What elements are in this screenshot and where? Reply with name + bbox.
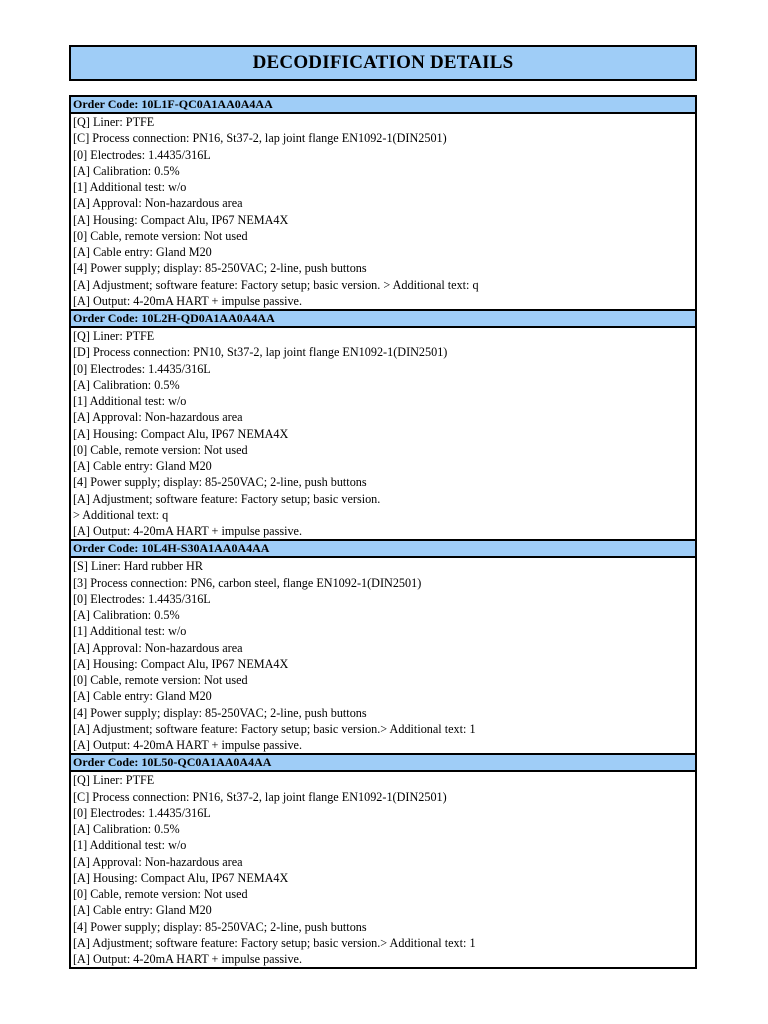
decodification-line: [Q] Liner: PTFE — [73, 773, 155, 788]
decodification-line: [A] Calibration: 0.5% — [73, 822, 180, 836]
decodification-line: [A] Housing: Compact Alu, IP67 NEMA4X — [73, 656, 289, 671]
decodification-line: [A] Adjustment; software feature: Factory setup; basic version.> Additional text: 1 — [73, 935, 476, 950]
decodification-line: [4] Power supply; display: 85-250VAC; 2-line, push buttons — [73, 705, 367, 720]
order-section — [69, 539, 697, 753]
decodification-line: [A] Calibration: 0.5% — [73, 608, 180, 622]
decodification-line: [A] Cable entry: Gland M20 — [73, 245, 212, 259]
decodification-line: [Q] Liner: PTFE — [73, 329, 155, 343]
decodification-line: [A] Output: 4-20mA HART + impulse passive. — [73, 293, 303, 308]
decodification-line: [0] Electrodes: 1.4435/316L — [73, 805, 211, 820]
decodification-line: [S] Liner: Hard rubber HR — [73, 559, 203, 574]
order-code-header: Order Code: 10L2H-QD0A1AA0A4AA — [71, 311, 695, 328]
decodification-line: [A] Adjustment; software feature: Factory setup; basic version. — [73, 491, 381, 506]
decodification-line: [A] Calibration: 0.5% — [73, 163, 180, 178]
decodification-line: [A] Output: 4-20mA HART + impulse passive. — [73, 952, 303, 966]
decodification-line: [A] Adjustment; software feature: Factory setup; basic version. > Additional text: q — [73, 277, 479, 292]
decodification-line: [0] Cable, remote version: Not used — [73, 228, 248, 243]
decodification-line: [3] Process connection: PN6, carbon steel, flange EN1092-1(DIN2501) — [73, 575, 422, 590]
decodification-lines — [71, 772, 695, 967]
decodification-line: [C] Process connection: PN16, St37-2, lap joint flange EN1092-1(DIN2501) — [73, 131, 447, 146]
order-section — [69, 753, 697, 969]
decodification-line: [1] Additional test: w/o — [73, 624, 187, 639]
decodification-line: [A] Cable entry: Gland M20 — [73, 903, 212, 918]
decodification-line: [C] Process connection: PN16, St37-2, lap joint flange EN1092-1(DIN2501) — [73, 789, 447, 804]
decodification-line: [4] Power supply; display: 85-250VAC; 2-line, push buttons — [73, 261, 367, 276]
decodification-line: [A] Output: 4-20mA HART + impulse passive. — [73, 524, 303, 538]
order-section — [69, 309, 697, 539]
decodification-line: [A] Housing: Compact Alu, IP67 NEMA4X — [73, 426, 289, 441]
decodification-line: [A] Approval: Non-hazardous area — [73, 196, 243, 211]
decodification-line: [D] Process connection: PN10, St37-2, lap joint flange EN1092-1(DIN2501) — [73, 345, 448, 360]
decodification-line: [1] Additional test: w/o — [73, 838, 187, 853]
order-code-header: Order Code: 10L50-QC0A1AA0A4AA — [71, 755, 695, 772]
decodification-line: [A] Cable entry: Gland M20 — [73, 689, 212, 704]
decodification-line: [0] Cable, remote version: Not used — [73, 887, 248, 901]
decodification-line: [A] Adjustment; software feature: Factory setup; basic version.> Additional text: 1 — [73, 721, 476, 736]
decodification-line: [A] Housing: Compact Alu, IP67 NEMA4X — [73, 870, 289, 885]
decodification-line: [A] Approval: Non-hazardous area — [73, 854, 243, 869]
decodification-line: [A] Output: 4-20mA HART + impulse passive. — [73, 738, 303, 752]
decodification-line: [A] Approval: Non-hazardous area — [73, 640, 243, 655]
order-code-header: Order Code: 10L4H-S30A1AA0A4AA — [71, 541, 695, 558]
decodification-line: [4] Power supply; display: 85-250VAC; 2-line, push buttons — [73, 475, 367, 490]
decodification-lines — [71, 328, 695, 539]
decodification-line: [A] Housing: Compact Alu, IP67 NEMA4X — [73, 212, 289, 227]
decodification-line: [0] Electrodes: 1.4435/316L — [73, 591, 211, 606]
decodification-line: [0] Electrodes: 1.4435/316L — [73, 147, 211, 162]
title-banner — [69, 45, 697, 81]
decodification-line: [1] Additional test: w/o — [73, 180, 187, 194]
order-sections — [69, 95, 697, 969]
decodification-line: [0] Electrodes: 1.4435/316L — [73, 361, 211, 376]
decodification-line: [A] Cable entry: Gland M20 — [73, 459, 212, 473]
decodification-line: > Additional text: q — [73, 507, 169, 522]
decodification-line: [1] Additional test: w/o — [73, 394, 187, 408]
decodification-line: [0] Cable, remote version: Not used — [73, 442, 248, 457]
decodification-lines — [71, 558, 695, 753]
decodification-lines — [71, 114, 695, 309]
decodification-line: [A] Calibration: 0.5% — [73, 377, 180, 392]
decodification-line: [Q] Liner: PTFE — [73, 115, 155, 129]
order-section — [69, 95, 697, 309]
page-title: DECODIFICATION DETAILS — [252, 52, 514, 73]
decodification-line: [4] Power supply; display: 85-250VAC; 2-line, push buttons — [73, 919, 367, 934]
decodification-line: [0] Cable, remote version: Not used — [73, 673, 248, 687]
decodification-line: [A] Approval: Non-hazardous area — [73, 410, 243, 425]
order-code-header: Order Code: 10L1F-QC0A1AA0A4AA — [71, 97, 695, 114]
